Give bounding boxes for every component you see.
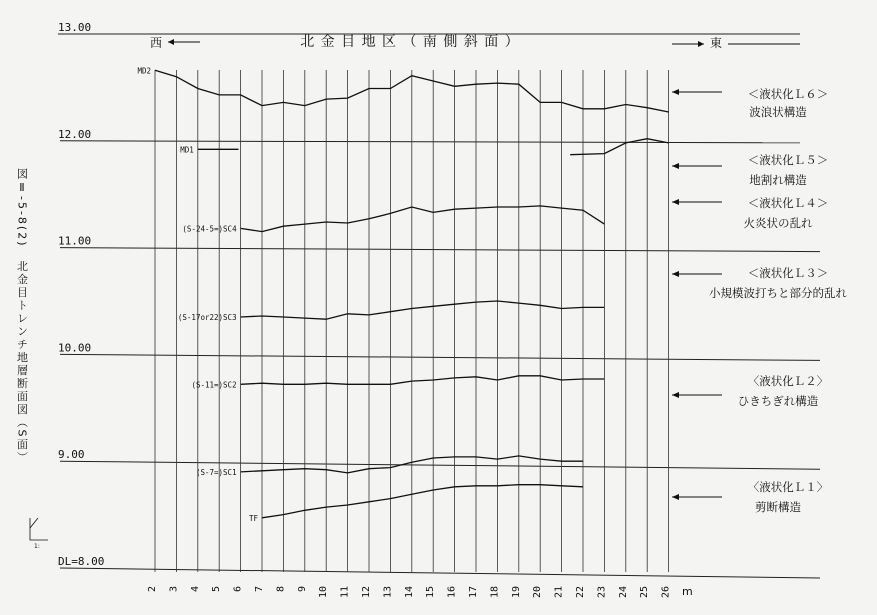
layer-name-label: (S-7=)SC1	[195, 467, 237, 477]
annotation-subtitle: ひきちぎれ構造	[737, 394, 819, 408]
annotation-title: ＜液状化Ｌ６＞	[747, 87, 829, 101]
annotation-subtitle: 剪断構造	[755, 500, 801, 514]
elevation-line	[60, 568, 820, 578]
scale-marker-diagonal	[30, 518, 38, 528]
metre-tick-label: 24	[617, 586, 629, 599]
metre-tick-label: 26	[660, 586, 672, 599]
metre-tick-label: 11	[339, 586, 351, 599]
elevation-line	[60, 354, 820, 360]
elevation-label: 11.00	[58, 234, 92, 248]
metre-tick-label: 23	[596, 586, 608, 599]
metre-tick-label: 5	[211, 586, 223, 593]
side-caption: 図Ⅱ-5-8(2) 北金目トレンチ地層断面図（S面）	[15, 168, 29, 465]
annotation-arrow-head	[672, 392, 679, 398]
layer-profile-line	[262, 485, 583, 518]
metre-tick-label: 7	[254, 586, 265, 593]
metre-tick-label: 14	[403, 586, 415, 599]
layer-name-label: (S-11=)SC2	[191, 380, 237, 390]
x-unit-label: m	[682, 585, 693, 598]
annotation-title: 〈液状化Ｌ１〉	[747, 480, 829, 494]
layer-profile-line	[241, 301, 605, 319]
metre-tick-label: 4	[189, 586, 201, 593]
metre-tick-label: 13	[382, 586, 394, 599]
layer-name-label: (S-17or22)SC3	[177, 313, 237, 323]
metre-tick-label: 18	[489, 586, 501, 599]
east-arrow-head	[698, 41, 704, 47]
layer-name-label: MD1	[180, 145, 194, 155]
elevation-label: 10.00	[58, 341, 92, 355]
annotation-arrow-head	[672, 199, 679, 205]
annotation-title: ＜液状化Ｌ５＞	[747, 153, 829, 167]
west-arrow-head	[168, 39, 174, 45]
metre-tick-label: 15	[425, 586, 437, 599]
annotation-arrow-head	[672, 163, 679, 169]
elevation-label: 13.00	[58, 21, 92, 34]
scale-marker-label: 1:	[34, 543, 40, 550]
layer-name-label: TF	[248, 513, 258, 523]
metre-tick-label: 9	[296, 586, 308, 593]
metre-tick-label: 19	[510, 586, 522, 599]
elevation-line	[60, 141, 800, 143]
metre-tick-label: 6	[232, 586, 244, 593]
elevation-label: DL=8.00	[58, 555, 105, 568]
metre-tick-label: 22	[575, 586, 586, 599]
annotation-arrow-head	[672, 271, 679, 277]
metre-tick-label: 2	[147, 586, 158, 593]
metre-tick-label: 25	[639, 586, 651, 599]
scale-marker	[30, 518, 48, 540]
metre-tick-label: 3	[168, 586, 180, 593]
elevation-label: 9.00	[58, 448, 85, 462]
annotation-subtitle: 波浪状構造	[749, 105, 807, 119]
metre-tick-label: 8	[275, 586, 287, 593]
layer-profile-line	[570, 139, 668, 155]
annotation-arrow-head	[672, 494, 679, 500]
west-label: 西	[150, 36, 163, 50]
layer-name-label: MD2	[137, 66, 151, 76]
east-label: 東	[710, 36, 723, 50]
metre-tick-label: 12	[361, 586, 372, 599]
annotation-subtitle: 火炎状の乱れ	[743, 216, 813, 230]
layer-profile-line	[241, 376, 605, 385]
annotation-arrow-head	[672, 89, 679, 95]
metre-tick-label: 10	[318, 586, 330, 599]
elevation-line	[60, 248, 820, 252]
layer-profile-line	[241, 206, 605, 232]
annotation-title: ＜液状化Ｌ４＞	[747, 196, 829, 210]
metre-tick-label: 21	[553, 586, 565, 599]
elevation-label: 12.00	[58, 127, 92, 141]
elevation-line	[60, 461, 820, 469]
metre-tick-label: 16	[446, 586, 458, 599]
metre-tick-label: 20	[532, 586, 544, 599]
metre-tick-label: 17	[468, 586, 479, 599]
annotation-subtitle: 小規模波打ちと部分的乱れ	[709, 286, 847, 300]
annotation-subtitle: 地割れ構造	[749, 173, 807, 187]
layer-name-label: (S-24-5=)SC4	[182, 224, 237, 234]
annotation-title: ＜液状化Ｌ３＞	[747, 266, 829, 280]
diagram-title: 北 金 目 地 区 （ 南 側 斜 面 ）	[300, 34, 520, 50]
annotation-title: 〈液状化Ｌ２〉	[747, 374, 829, 388]
